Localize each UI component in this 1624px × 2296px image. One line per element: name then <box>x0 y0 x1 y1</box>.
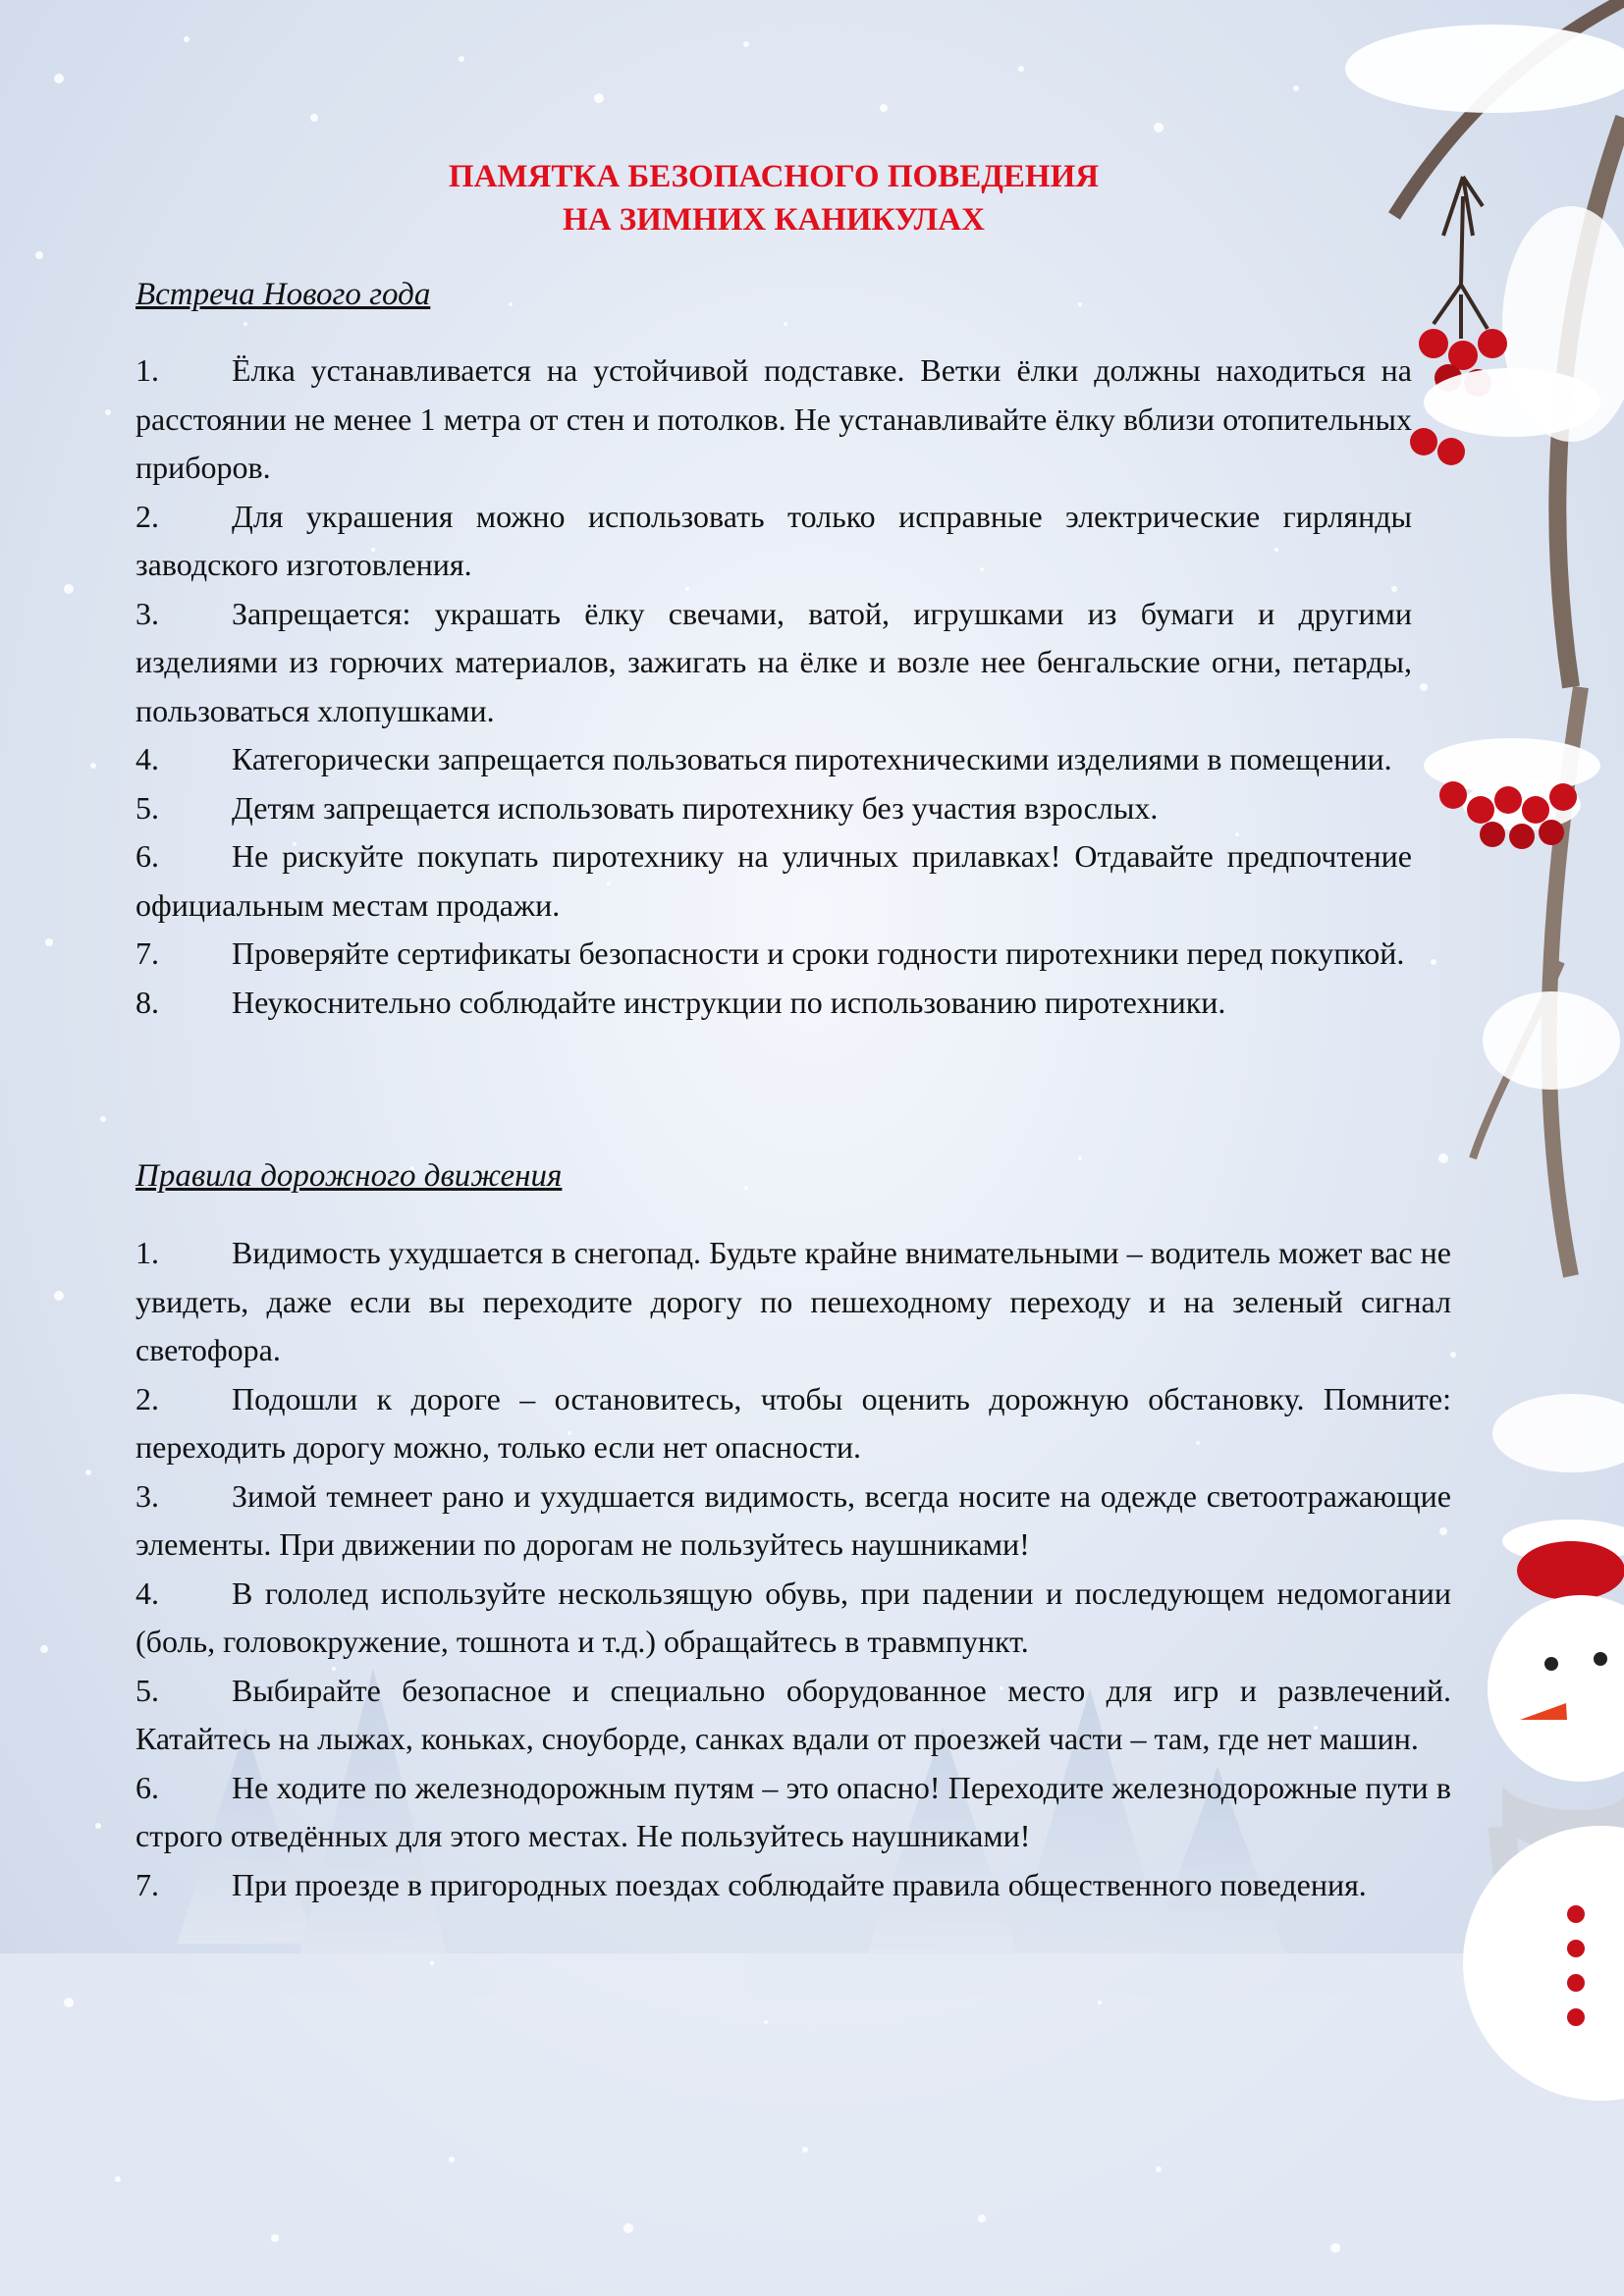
item-text: Категорически запрещается пользоваться пиротехническими изделиями в помещении. <box>232 741 1392 776</box>
list-item <box>135 590 1412 736</box>
item-number: 3. <box>135 1477 159 1514</box>
item-text: Для украшения можно использовать только исправные электрические гирлянды заводского изготовления. <box>135 498 1412 582</box>
item-number: 1. <box>135 1235 159 1270</box>
item-number: 6. <box>135 1769 159 1805</box>
item-number: 5. <box>135 789 159 826</box>
title-line-1: ПАМЯТКА БЕЗОПАСНОГО ПОВЕДЕНИЯ <box>448 159 1100 194</box>
list-item <box>135 735 1412 784</box>
list-item <box>135 1472 1451 1570</box>
item-number: 4. <box>135 741 159 776</box>
list-item <box>135 347 1412 493</box>
item-text: Видимость ухудшается в снегопад. Будьте крайне внимательными – водитель может вас не увидеть, даже если вы переходите дорогу по пешеходному переходу и на зеленый сигнал светофора. <box>135 1235 1451 1367</box>
title-line-2: НА ЗИМНИХ КАНИКУЛАХ <box>563 202 985 238</box>
item-number: 7. <box>135 935 159 971</box>
item-text: В гололед используйте нескользящую обувь, при падении и последующем недомогании (боль, головокружение, тошнота и т.д.) обращайтесь в травмпункт. <box>135 1575 1451 1659</box>
item-text: Подошли к дороге – остановитесь, чтобы оценить дорожную обстановку. Помните: переходить дорогу можно, только если нет опасности. <box>135 1380 1451 1465</box>
new-year-rules-list <box>135 347 1412 1027</box>
item-text: Проверяйте сертификаты безопасности и сроки годности пиротехники перед покупкой. <box>232 935 1405 971</box>
item-number: 6. <box>135 838 159 874</box>
item-number: 1. <box>135 352 159 388</box>
section-heading-new-year: Встреча Нового года <box>135 277 431 312</box>
list-item <box>135 1570 1451 1667</box>
item-text: Не рискуйте покупать пиротехнику на уличных прилавках! Отдавайте предпочтение официальным местам продажи. <box>135 838 1412 923</box>
list-item <box>135 832 1412 930</box>
item-text: Не ходите по железнодорожным путям – это опасно! Переходите железнодорожные пути в строго отведённых для этого местах. Не пользуйтесь наушниками! <box>135 1769 1451 1853</box>
item-text: Запрещается: украшать ёлку свечами, ватой, игрушками из бумаги и другими изделиями из горючих материалов, зажигать на ёлке и возле нее бенгальские огни, петарды, пользоваться хлопушками. <box>135 595 1412 728</box>
list-item <box>135 1861 1451 1910</box>
item-number: 2. <box>135 1380 159 1416</box>
item-text: При проезде в пригородных поездах соблюдайте правила общественного поведения. <box>232 1866 1367 1902</box>
list-item <box>135 1667 1451 1764</box>
item-number: 4. <box>135 1575 159 1611</box>
item-text: Ёлка устанавливается на устойчивой подставке. Ветки ёлки должны находиться на расстоянии не менее 1 метра от стен и потолков. Не устанавливайте ёлку вблизи отопительных приборов. <box>135 352 1412 485</box>
item-text: Выбирайте безопасное и специально оборудованное место для игр и развлечений. Катайтесь на лыжах, коньках, сноуборде, санках вдали от проезжей части – там, где нет машин. <box>135 1672 1451 1756</box>
item-number: 2. <box>135 498 159 534</box>
list-item <box>135 784 1412 833</box>
traffic-rules-list <box>135 1229 1451 1909</box>
item-number: 3. <box>135 595 159 631</box>
list-item <box>135 493 1412 590</box>
item-number: 7. <box>135 1866 159 1902</box>
list-item <box>135 1375 1451 1472</box>
document-title <box>135 155 1412 241</box>
item-text: Зимой темнеет рано и ухудшается видимость, всегда носите на одежде светоотражающие элементы. При движении по дорогам не пользуйтесь наушниками! <box>135 1477 1451 1562</box>
list-item <box>135 1764 1451 1861</box>
item-text: Детям запрещается использовать пиротехнику без участия взрослых. <box>232 789 1159 826</box>
list-item <box>135 930 1412 979</box>
list-item <box>135 1229 1451 1375</box>
section-heading-traffic-rules: Правила дорожного движения <box>135 1158 563 1194</box>
item-number: 8. <box>135 984 159 1020</box>
list-item <box>135 979 1412 1028</box>
item-number: 5. <box>135 1672 159 1708</box>
item-text: Неукоснительно соблюдайте инструкции по использованию пиротехники. <box>232 984 1226 1020</box>
